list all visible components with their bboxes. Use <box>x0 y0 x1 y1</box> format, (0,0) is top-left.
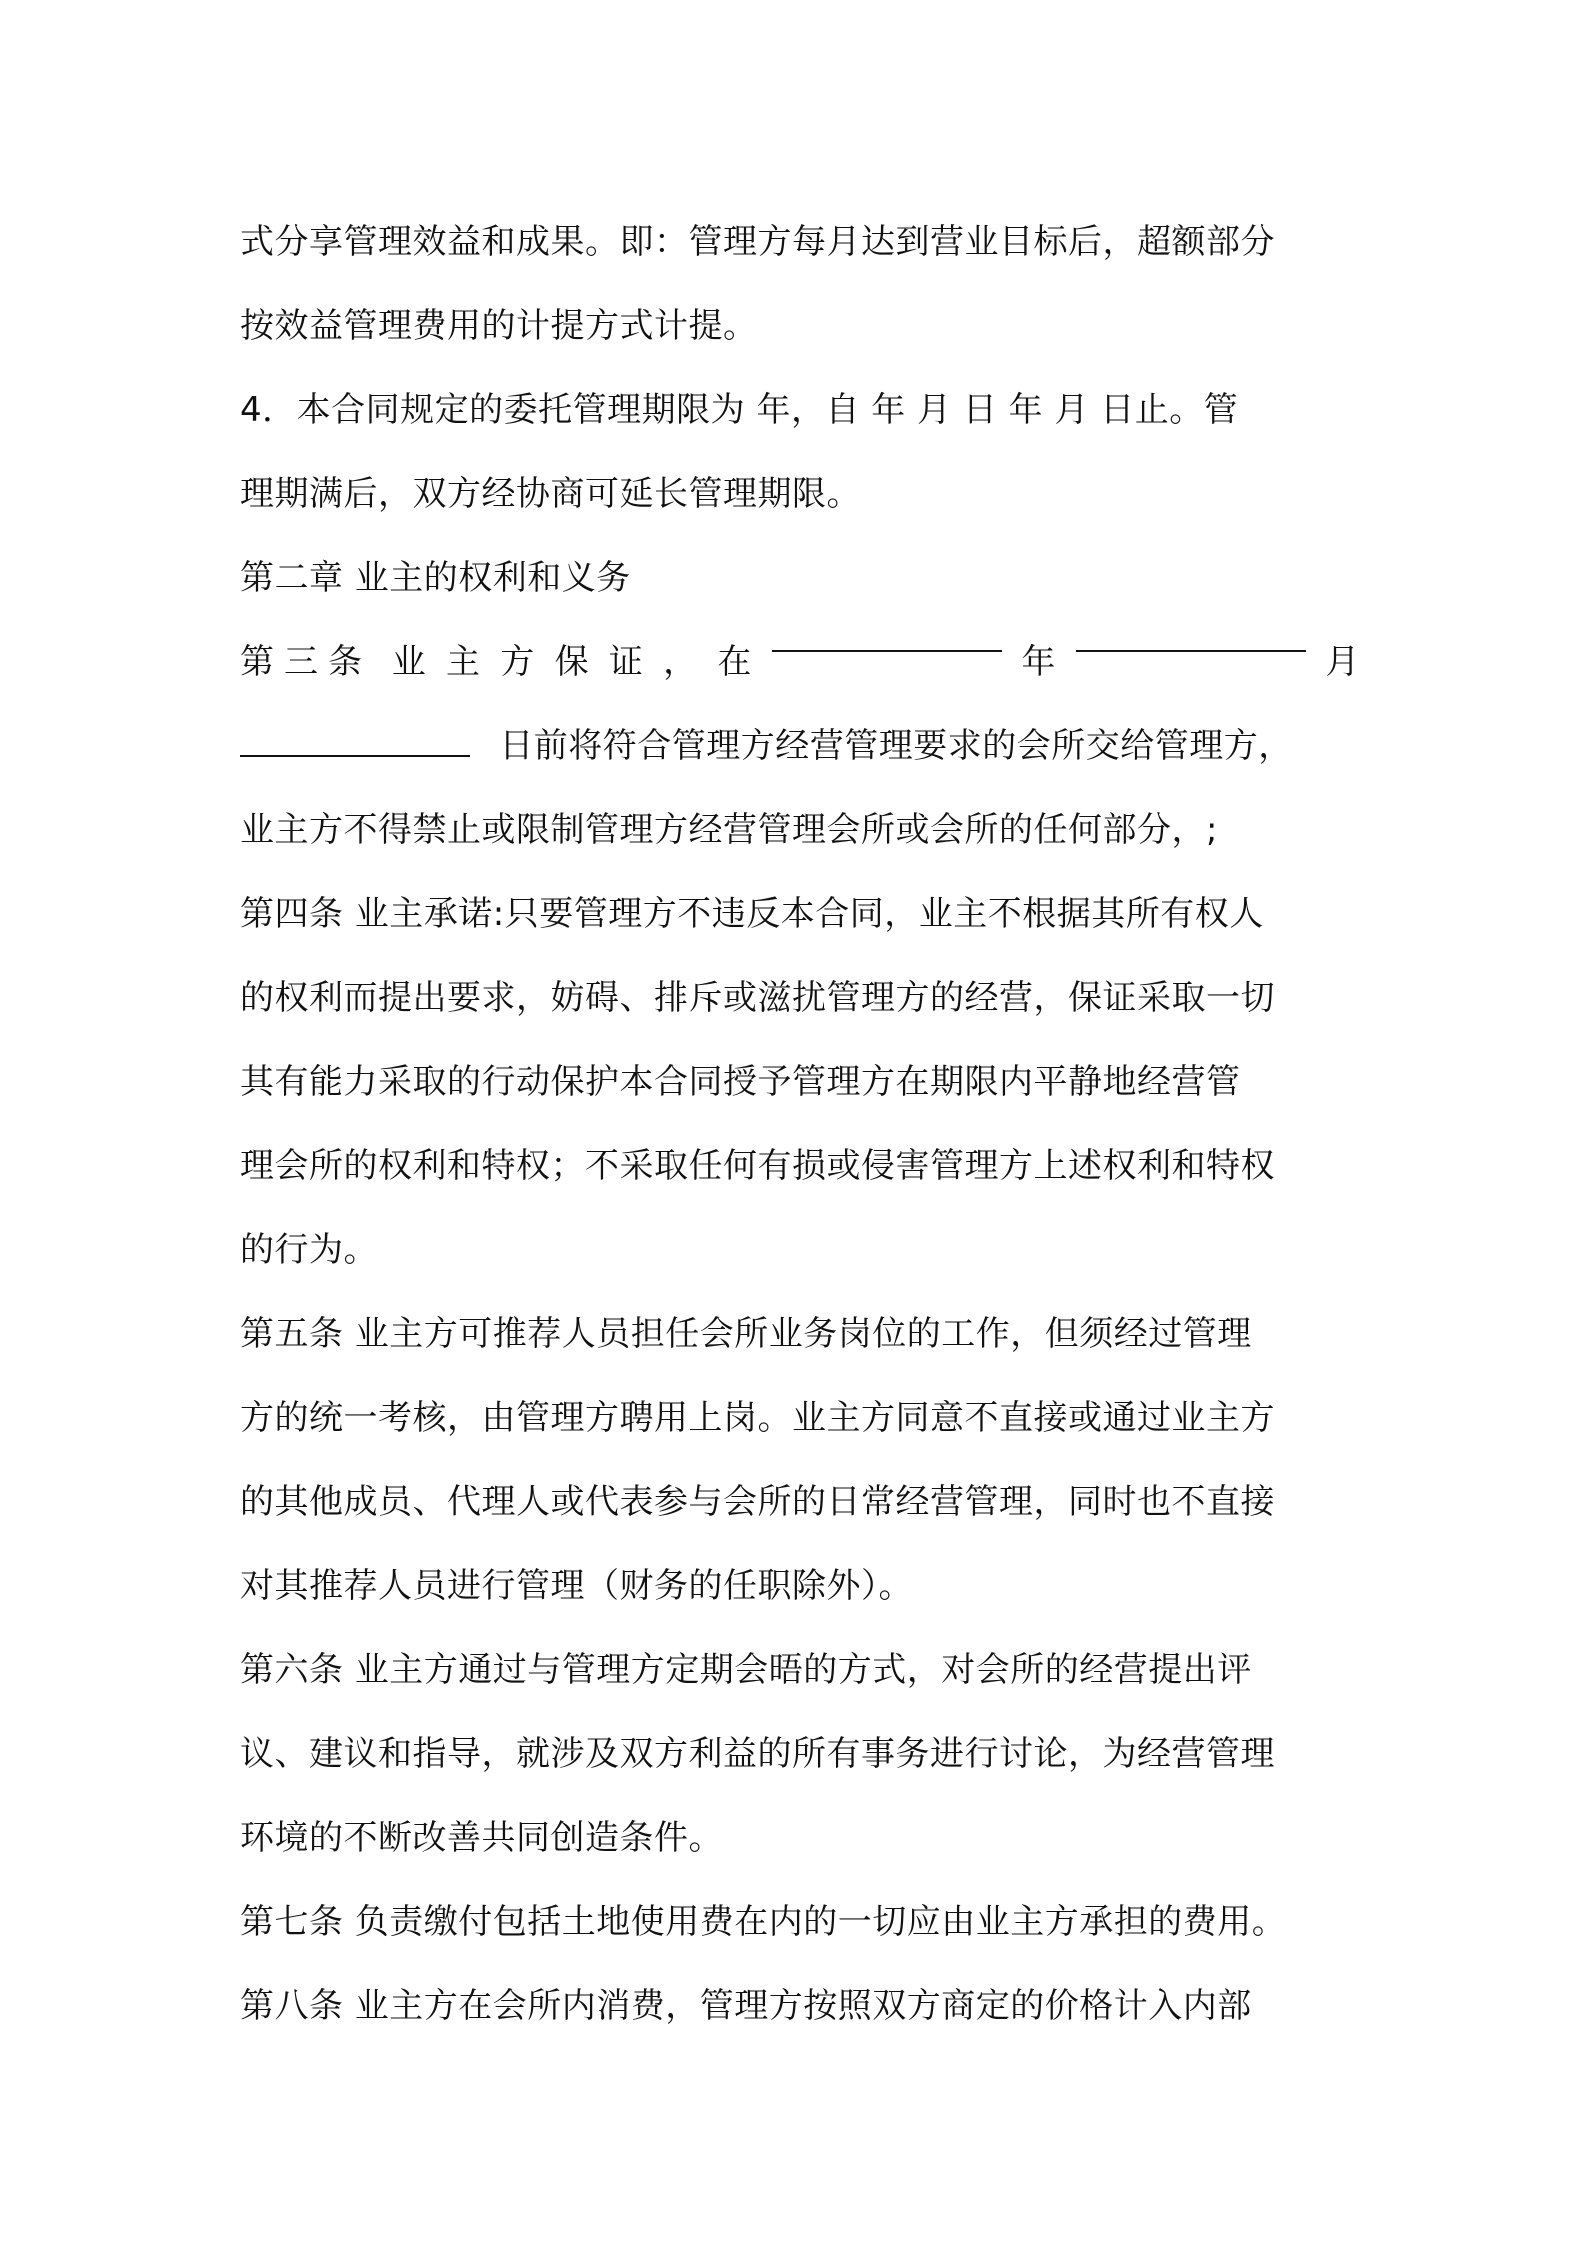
article-3-char: 保 <box>554 642 590 682</box>
article-3-line-1 <box>240 620 1360 704</box>
text-line: 第六条 业主方通过与管理方定期会晤的方式，对会所的经营提出评 <box>240 1650 1252 1690</box>
article-3-label: 第三条 <box>240 642 372 682</box>
text-line: 其有能力采取的行动保护本合同授予管理方在期限内平静地经营管 <box>240 1062 1241 1102</box>
text-line: 按效益管理费用的计提方式计提。 <box>240 306 758 346</box>
text-line: 第五条 业主方可推荐人员担任会所业务岗位的工作，但须经过管理 <box>240 1314 1252 1354</box>
article-3-char: 方 <box>500 642 535 682</box>
text-line: 第四条 业主承诺:只要管理方不违反本合同，业主不根据其所有权人 <box>240 894 1264 934</box>
text-line: 第八条 业主方在会所内消费，管理方按照双方商定的价格计入内部 <box>240 1986 1252 2026</box>
month-label: 月 <box>1325 642 1360 682</box>
contract-text <box>240 200 1360 2048</box>
text-line: 的其他成员、代理人或代表参与会所的日常经营管理，同时也不直接 <box>240 1482 1275 1522</box>
text-line: 4．本合同规定的委托管理期限为 年，自 年 月 日 年 月 日止。管 <box>240 390 1239 430</box>
year-label: 年 <box>1021 642 1056 682</box>
chapter-heading: 第二章 业主的权利和义务 <box>240 558 631 598</box>
article-3-text: 日前将符合管理方经营管理要求的会所交给管理方， <box>499 726 1293 766</box>
text-line: 第七条 负责缴付包括土地使用费在内的一切应由业主方承担的费用。 <box>240 1902 1287 1942</box>
text-line: 理会所的权利和特权；不采取任何有损或侵害管理方上述权利和特权 <box>240 1146 1275 1186</box>
day-blank <box>240 725 470 757</box>
text-line: 的行为。 <box>240 1230 378 1270</box>
article-3-char: 在 <box>717 642 752 682</box>
article-3-char: 主 <box>446 642 481 682</box>
text-line: 的权利而提出要求，妨碍、排斥或滋扰管理方的经营，保证采取一切 <box>240 978 1275 1018</box>
article-3-char: 证 <box>608 642 644 682</box>
year-blank <box>772 620 1002 652</box>
text-line: 理期满后，双方经协商可延长管理期限。 <box>240 474 861 514</box>
text-line: 环境的不断改善共同创造条件。 <box>240 1818 723 1858</box>
text-line: 对其推荐人员进行管理（财务的任职除外）。 <box>240 1566 913 1606</box>
month-blank <box>1076 620 1306 652</box>
article-3-char: 业 <box>391 642 427 682</box>
text-line: 式分享管理效益和成果。即：管理方每月达到营业目标后，超额部分 <box>240 222 1275 262</box>
text-line: 方的统一考核，由管理方聘用上岗。业主方同意不直接或通过业主方 <box>240 1398 1275 1438</box>
article-3-char: ， <box>663 642 698 682</box>
article-3-line-3: 业主方不得禁止或限制管理方经营管理会所或会所的任何部分，; <box>240 810 1218 850</box>
text-line: 议、建议和指导，就涉及双方利益的所有事务进行讨论，为经营管理 <box>240 1734 1275 1774</box>
article-3-line-2 <box>240 704 1360 788</box>
